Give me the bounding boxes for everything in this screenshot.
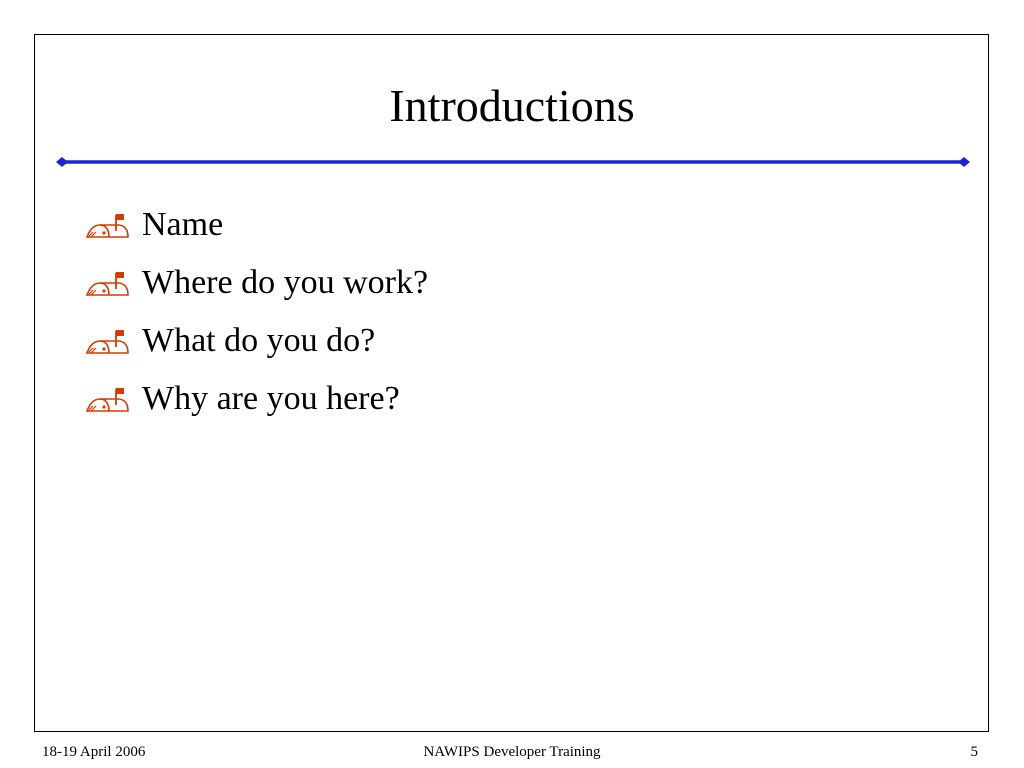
page-number: 5 — [970, 744, 978, 760]
bullet-text: What do you do? — [142, 322, 376, 359]
slide-title: Introductions — [389, 80, 635, 131]
mailbox-flag-icon — [84, 265, 134, 301]
mailbox-flag-icon — [84, 207, 134, 243]
bullet-list — [84, 196, 428, 428]
mailbox-flag-icon — [84, 381, 134, 417]
bullet-text: Where do you work? — [142, 264, 429, 301]
title-divider — [56, 156, 970, 168]
bullet-text: Why are you here? — [142, 380, 400, 417]
list-item — [84, 196, 428, 254]
list-item — [84, 312, 428, 370]
footer-title: NAWIPS Developer Training — [423, 744, 601, 760]
footer-date: 18-19 April 2006 — [42, 744, 146, 760]
list-item — [84, 254, 428, 312]
list-item — [84, 370, 428, 428]
bullet-text: Name — [142, 206, 224, 243]
mailbox-flag-icon — [84, 323, 134, 359]
